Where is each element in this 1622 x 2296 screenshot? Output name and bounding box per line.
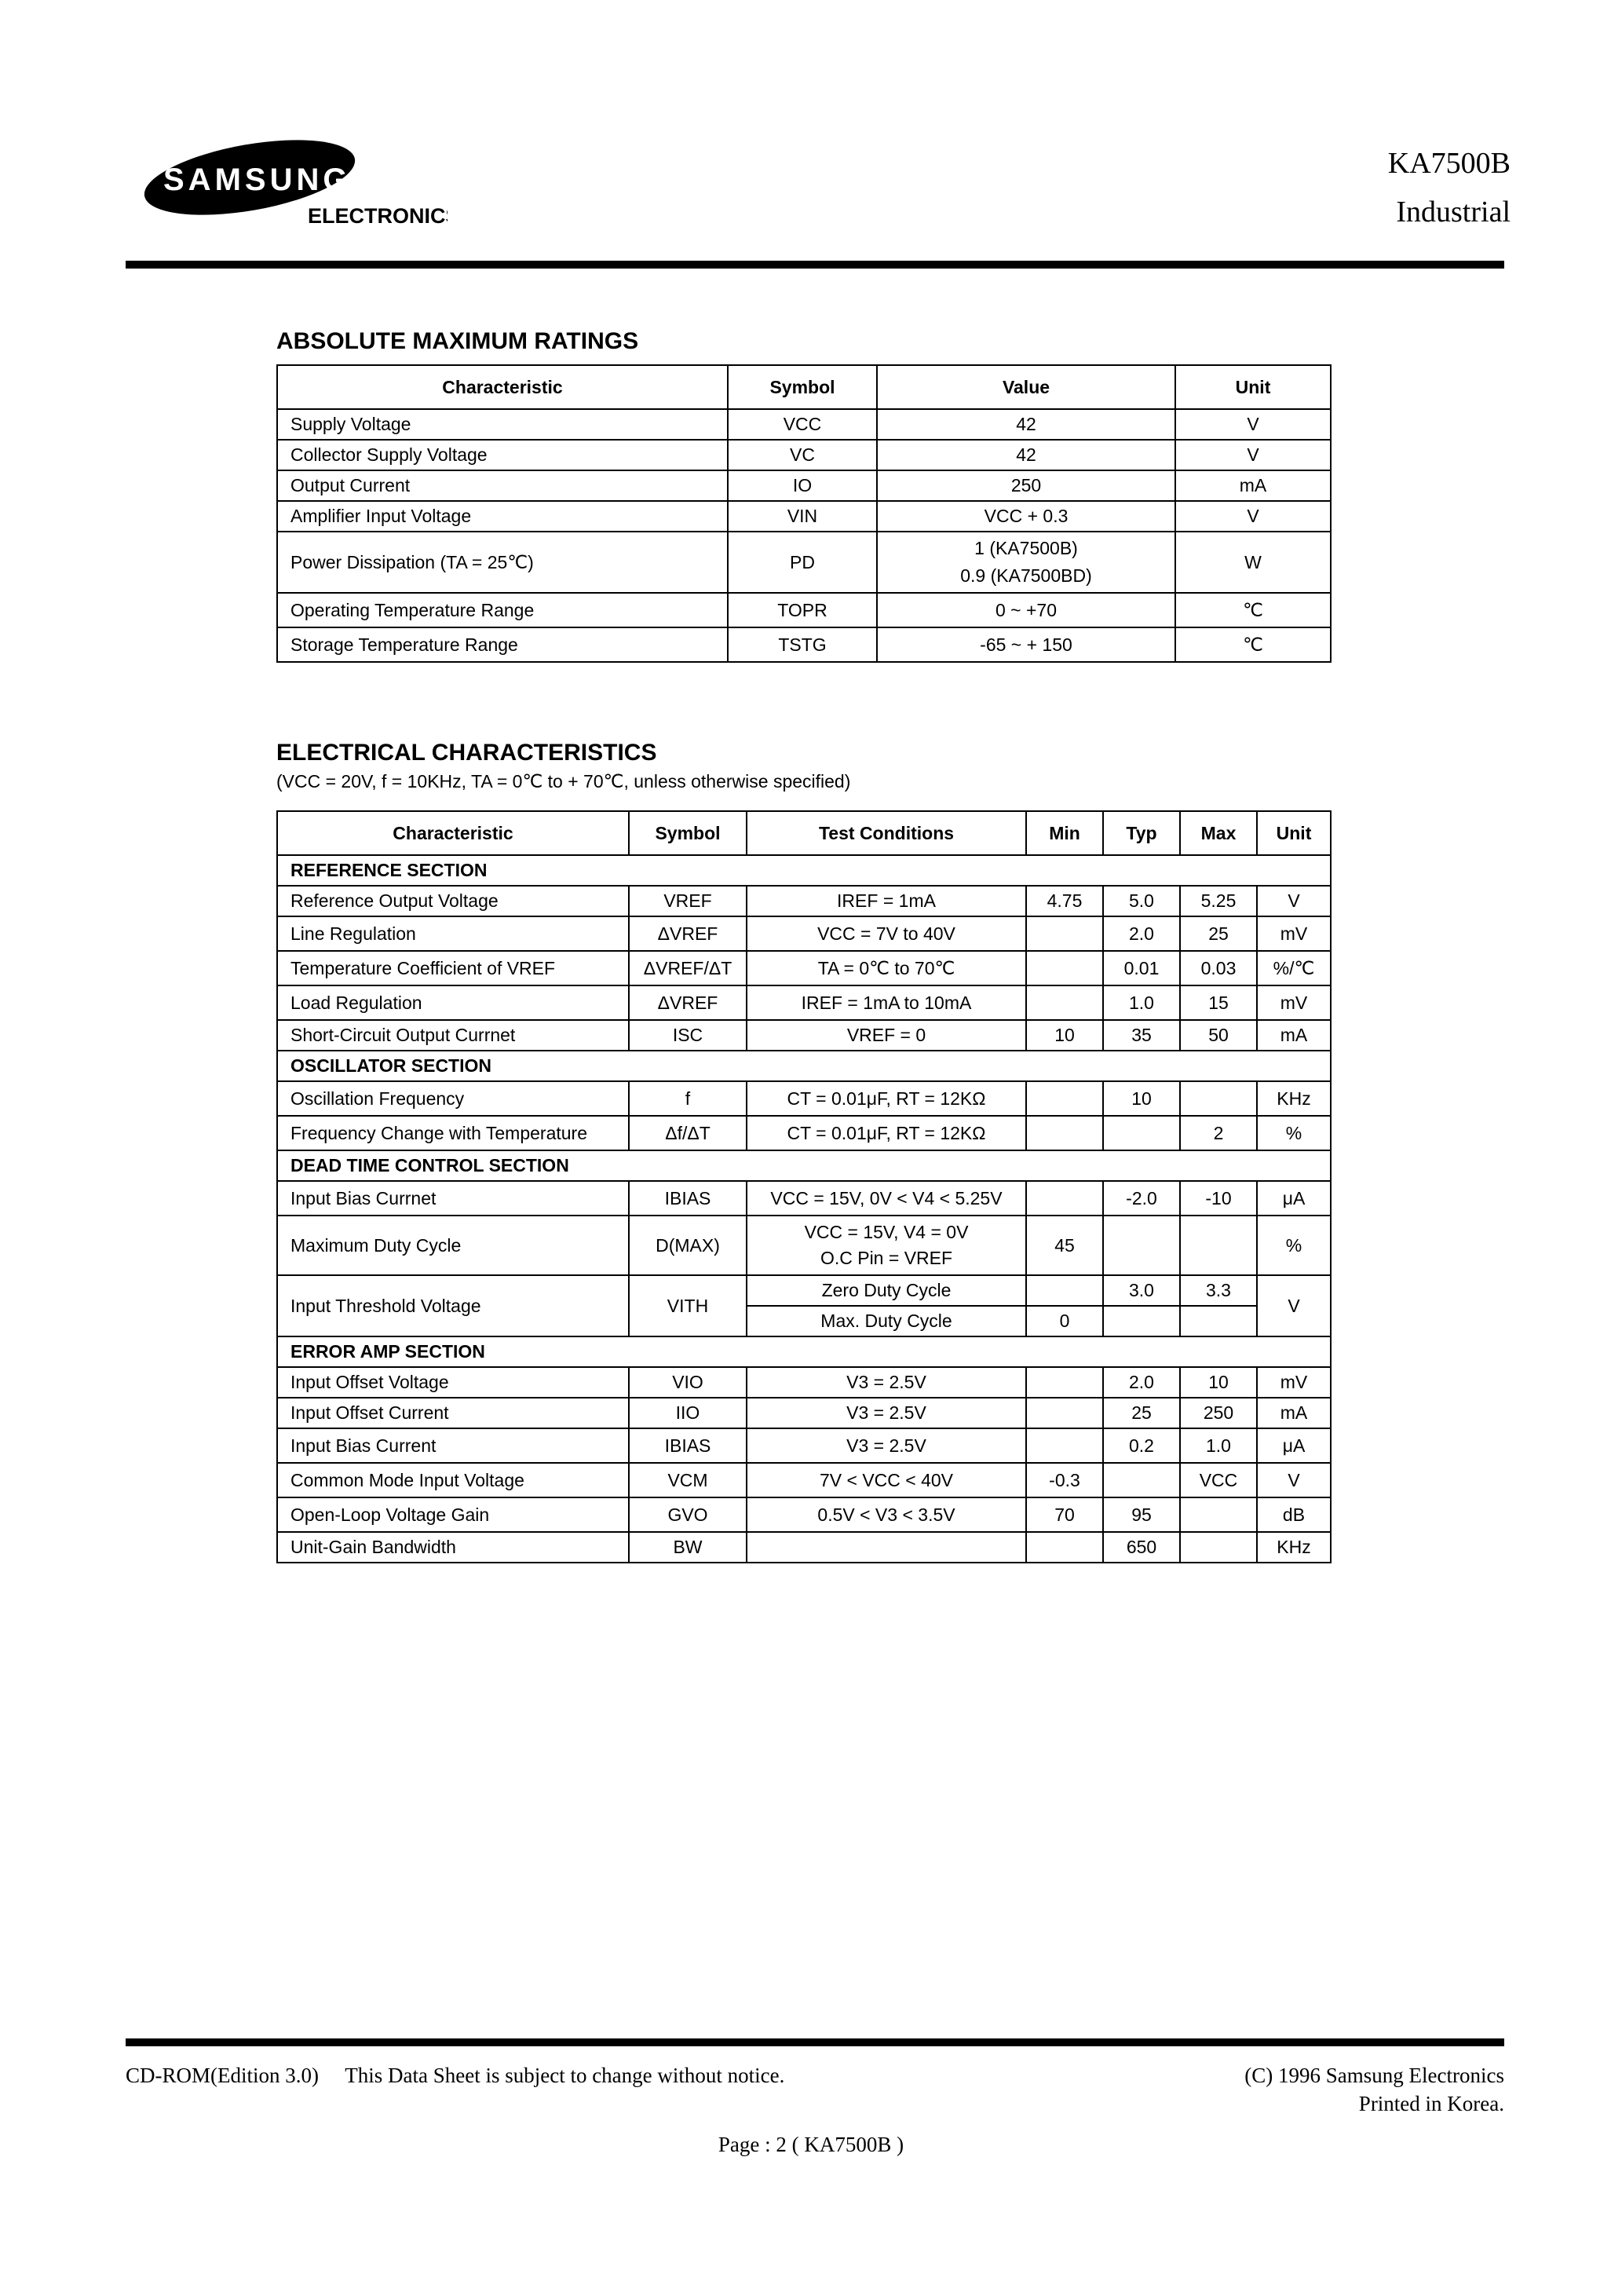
cell-cond: 0.5V < V3 < 3.5V [747, 1497, 1026, 1532]
footer-copyright: (C) 1996 Samsung Electronics [1244, 2064, 1504, 2087]
cell-cond-line1: VCC = 15V, V4 = 0V [804, 1222, 969, 1242]
cell-max: 0.03 [1180, 951, 1257, 985]
cell-max: 10 [1180, 1367, 1257, 1398]
cell-val: 0 ~ +70 [877, 593, 1175, 627]
elec-conditions: (VCC = 20V, f = 10KHz, TA = 0℃ to + 70℃, unless otherwise specified) [276, 771, 851, 792]
cell-typ: 25 [1103, 1398, 1180, 1428]
cell-typ: 2.0 [1103, 916, 1180, 951]
cell-min: 70 [1026, 1497, 1103, 1532]
cell-typ: -2.0 [1103, 1181, 1180, 1216]
cell-val: 250 [877, 470, 1175, 501]
cell-char: Amplifier Input Voltage [277, 501, 728, 532]
cell-val: -65 ~ + 150 [877, 627, 1175, 662]
cell-char: Input Bias Currnet [277, 1181, 629, 1216]
cell-char: Operating Temperature Range [277, 593, 728, 627]
abs-max-table [276, 364, 1332, 663]
cell-max: 25 [1180, 916, 1257, 951]
cell-char: Output Current [277, 470, 728, 501]
table-row [277, 1216, 1331, 1275]
cell-sym: PD [728, 532, 877, 593]
cell-sym: IBIAS [629, 1428, 747, 1463]
cell-char: Supply Voltage [277, 409, 728, 440]
cell-unit: V [1257, 1275, 1331, 1336]
table-row [277, 1081, 1331, 1116]
cell-char: Open-Loop Voltage Gain [277, 1497, 629, 1532]
footer-edition: CD-ROM(Edition 3.0) This Data Sheet is subject to change without notice. [126, 2064, 785, 2087]
cell-sym: VIO [629, 1367, 747, 1398]
table-row [277, 627, 1331, 662]
cell-unit: V [1175, 440, 1331, 470]
cell-char: Maximum Duty Cycle [277, 1216, 629, 1275]
cell-val-line1: 1 (KA7500B) [974, 538, 1078, 558]
cell-sym: BW [629, 1532, 747, 1563]
cell-typ: 3.0 [1103, 1275, 1180, 1306]
table-row [277, 1532, 1331, 1563]
cell-cond: IREF = 1mA [747, 886, 1026, 916]
cell-unit: mV [1257, 916, 1331, 951]
cell-cond: CT = 0.01μF, RT = 12KΩ [747, 1116, 1026, 1150]
cell-unit: %/℃ [1257, 951, 1331, 985]
cell-min [1026, 985, 1103, 1020]
table-row [277, 409, 1331, 440]
cell-typ [1103, 1306, 1180, 1336]
category: Industrial [1396, 196, 1511, 229]
table-row [277, 440, 1331, 470]
cell-typ: 95 [1103, 1497, 1180, 1532]
col-header: Unit [1175, 365, 1331, 409]
cell-cond: VCC = 7V to 40V [747, 916, 1026, 951]
cell-cond: V3 = 2.5V [747, 1367, 1026, 1398]
table-row [277, 1497, 1331, 1532]
cell-cond-line2: O.C Pin = VREF [820, 1248, 953, 1268]
cell-char: Input Offset Voltage [277, 1367, 629, 1398]
table-row [277, 1428, 1331, 1463]
cell-sym: VIN [728, 501, 877, 532]
table-row [277, 886, 1331, 916]
cell-sym: ISC [629, 1020, 747, 1051]
cell-typ: 5.0 [1103, 886, 1180, 916]
cell-unit: V [1257, 1463, 1331, 1497]
cell-char: Temperature Coefficient of VREF [277, 951, 629, 985]
cell-max [1180, 1532, 1257, 1563]
logo-sub-text: ELECTRONICS [308, 204, 448, 228]
cell-unit: V [1175, 501, 1331, 532]
table-row [277, 501, 1331, 532]
cell-cond: TA = 0℃ to 70℃ [747, 951, 1026, 985]
col-header: Min [1026, 811, 1103, 855]
cell-unit: ℃ [1175, 627, 1331, 662]
cell-min [1026, 951, 1103, 985]
cell-unit: dB [1257, 1497, 1331, 1532]
table-row [277, 1116, 1331, 1150]
logo-brand-text: SAMSUNG [163, 163, 352, 197]
cell-cond: 7V < VCC < 40V [747, 1463, 1026, 1497]
cell-unit: μA [1257, 1181, 1331, 1216]
cell-unit: mV [1257, 1367, 1331, 1398]
cell-max: 3.3 [1180, 1275, 1257, 1306]
cell-min [1026, 1181, 1103, 1216]
cell-max [1180, 1497, 1257, 1532]
cell-cond [747, 1216, 1026, 1275]
cell-sym: IIO [629, 1398, 747, 1428]
elec-table [276, 810, 1332, 1563]
cell-typ: 2.0 [1103, 1367, 1180, 1398]
section-row [277, 1336, 1331, 1367]
cell-sym: TOPR [728, 593, 877, 627]
cell-max: -10 [1180, 1181, 1257, 1216]
table-row [277, 593, 1331, 627]
table-row [277, 1463, 1331, 1497]
col-header: Symbol [629, 811, 747, 855]
cell-cond: V3 = 2.5V [747, 1398, 1026, 1428]
cell-max: 5.25 [1180, 886, 1257, 916]
cell-unit: % [1257, 1116, 1331, 1150]
cell-char: Unit-Gain Bandwidth [277, 1532, 629, 1563]
col-header: Typ [1103, 811, 1180, 855]
cell-char: Load Regulation [277, 985, 629, 1020]
cell-typ [1103, 1463, 1180, 1497]
cell-char: Power Dissipation (TA = 25℃) [277, 532, 728, 593]
cell-sym: VITH [629, 1275, 747, 1336]
cell-sym: f [629, 1081, 747, 1116]
cell-cond: V3 = 2.5V [747, 1428, 1026, 1463]
cell-unit: mA [1257, 1398, 1331, 1428]
cell-char: Input Offset Current [277, 1398, 629, 1428]
cell-sym: Δf/ΔT [629, 1116, 747, 1150]
part-number: KA7500B [1387, 147, 1511, 180]
abs-max-title: ABSOLUTE MAXIMUM RATINGS [276, 328, 639, 354]
elec-title: ELECTRICAL CHARACTERISTICS [276, 740, 657, 766]
cell-max: 15 [1180, 985, 1257, 1020]
cell-min: 0 [1026, 1306, 1103, 1336]
cell-max: 250 [1180, 1398, 1257, 1428]
cell-cond [747, 1532, 1026, 1563]
cell-char: Short-Circuit Output Currnet [277, 1020, 629, 1051]
cell-sym: ΔVREF [629, 916, 747, 951]
cell-max: 2 [1180, 1116, 1257, 1150]
cell-cond: VCC = 15V, 0V < V4 < 5.25V [747, 1181, 1026, 1216]
cell-sym: VREF [629, 886, 747, 916]
cell-sym: ΔVREF [629, 985, 747, 1020]
footer-printed: Printed in Korea. [1358, 2092, 1504, 2115]
table-row [277, 1275, 1331, 1306]
cell-typ: 35 [1103, 1020, 1180, 1051]
page-number: Page : 2 ( KA7500B ) [718, 2133, 904, 2156]
cell-char: Input Threshold Voltage [277, 1275, 629, 1336]
cell-unit: mA [1257, 1020, 1331, 1051]
section-label: OSCILLATOR SECTION [277, 1051, 1331, 1081]
cell-min: 45 [1026, 1216, 1103, 1275]
cell-sym: GVO [629, 1497, 747, 1532]
cell-char: Collector Supply Voltage [277, 440, 728, 470]
cell-val: 42 [877, 440, 1175, 470]
section-row [277, 855, 1331, 886]
cell-min: 10 [1026, 1020, 1103, 1051]
cell-max [1180, 1081, 1257, 1116]
table-row [277, 1181, 1331, 1216]
cell-typ: 650 [1103, 1532, 1180, 1563]
cell-max: 50 [1180, 1020, 1257, 1051]
table-row [277, 1367, 1331, 1398]
cell-min [1026, 916, 1103, 951]
col-header: Test Conditions [747, 811, 1026, 855]
table-row [277, 951, 1331, 985]
cell-cond: Zero Duty Cycle [747, 1275, 1026, 1306]
table-row [277, 985, 1331, 1020]
cell-typ: 0.01 [1103, 951, 1180, 985]
cell-sym: VCC [728, 409, 877, 440]
cell-typ: 0.2 [1103, 1428, 1180, 1463]
cell-char: Oscillation Frequency [277, 1081, 629, 1116]
cell-char: Frequency Change with Temperature [277, 1116, 629, 1150]
cell-val: 42 [877, 409, 1175, 440]
cell-sym: ΔVREF/ΔT [629, 951, 747, 985]
footer-rule [126, 2038, 1504, 2046]
cell-min [1026, 1275, 1103, 1306]
cell-val-line2: 0.9 (KA7500BD) [960, 565, 1092, 586]
cell-sym: IO [728, 470, 877, 501]
section-row [277, 1150, 1331, 1181]
cell-min [1026, 1428, 1103, 1463]
cell-min [1026, 1367, 1103, 1398]
table-header-row [277, 365, 1331, 409]
cell-val [877, 532, 1175, 593]
col-header: Symbol [728, 365, 877, 409]
col-header: Value [877, 365, 1175, 409]
col-header: Max [1180, 811, 1257, 855]
table-row [277, 916, 1331, 951]
cell-min: 4.75 [1026, 886, 1103, 916]
cell-typ [1103, 1216, 1180, 1275]
cell-min: -0.3 [1026, 1463, 1103, 1497]
col-header: Characteristic [277, 365, 728, 409]
cell-sym: VCM [629, 1463, 747, 1497]
cell-unit: KHz [1257, 1081, 1331, 1116]
cell-unit: V [1175, 409, 1331, 440]
section-label: ERROR AMP SECTION [277, 1336, 1331, 1367]
cell-unit: W [1175, 532, 1331, 593]
cell-unit: μA [1257, 1428, 1331, 1463]
cell-char: Line Regulation [277, 916, 629, 951]
cell-char: Common Mode Input Voltage [277, 1463, 629, 1497]
cell-max [1180, 1216, 1257, 1275]
cell-sym: D(MAX) [629, 1216, 747, 1275]
cell-unit: ℃ [1175, 593, 1331, 627]
cell-cond: CT = 0.01μF, RT = 12KΩ [747, 1081, 1026, 1116]
cell-max [1180, 1306, 1257, 1336]
cell-sym: IBIAS [629, 1181, 747, 1216]
cell-min [1026, 1398, 1103, 1428]
table-row [277, 1398, 1331, 1428]
cell-min [1026, 1116, 1103, 1150]
section-label: DEAD TIME CONTROL SECTION [277, 1150, 1331, 1181]
col-header: Unit [1257, 811, 1331, 855]
cell-char: Input Bias Current [277, 1428, 629, 1463]
cell-sym: VC [728, 440, 877, 470]
cell-min [1026, 1081, 1103, 1116]
samsung-logo [133, 135, 448, 229]
table-row [277, 470, 1331, 501]
cell-max: VCC [1180, 1463, 1257, 1497]
cell-cond: IREF = 1mA to 10mA [747, 985, 1026, 1020]
section-label: REFERENCE SECTION [277, 855, 1331, 886]
cell-char: Storage Temperature Range [277, 627, 728, 662]
cell-val: VCC + 0.3 [877, 501, 1175, 532]
cell-unit: KHz [1257, 1532, 1331, 1563]
cell-typ [1103, 1116, 1180, 1150]
cell-unit: mA [1175, 470, 1331, 501]
cell-char: Reference Output Voltage [277, 886, 629, 916]
cell-typ: 10 [1103, 1081, 1180, 1116]
cell-cond: Max. Duty Cycle [747, 1306, 1026, 1336]
cell-unit: mV [1257, 985, 1331, 1020]
cell-unit: % [1257, 1216, 1331, 1275]
section-row [277, 1051, 1331, 1081]
table-header-row [277, 811, 1331, 855]
header-rule [126, 261, 1504, 269]
cell-unit: V [1257, 886, 1331, 916]
cell-sym: TSTG [728, 627, 877, 662]
cell-min [1026, 1532, 1103, 1563]
cell-cond: VREF = 0 [747, 1020, 1026, 1051]
cell-typ: 1.0 [1103, 985, 1180, 1020]
table-row [277, 1020, 1331, 1051]
cell-max: 1.0 [1180, 1428, 1257, 1463]
col-header: Characteristic [277, 811, 629, 855]
table-row [277, 532, 1331, 593]
